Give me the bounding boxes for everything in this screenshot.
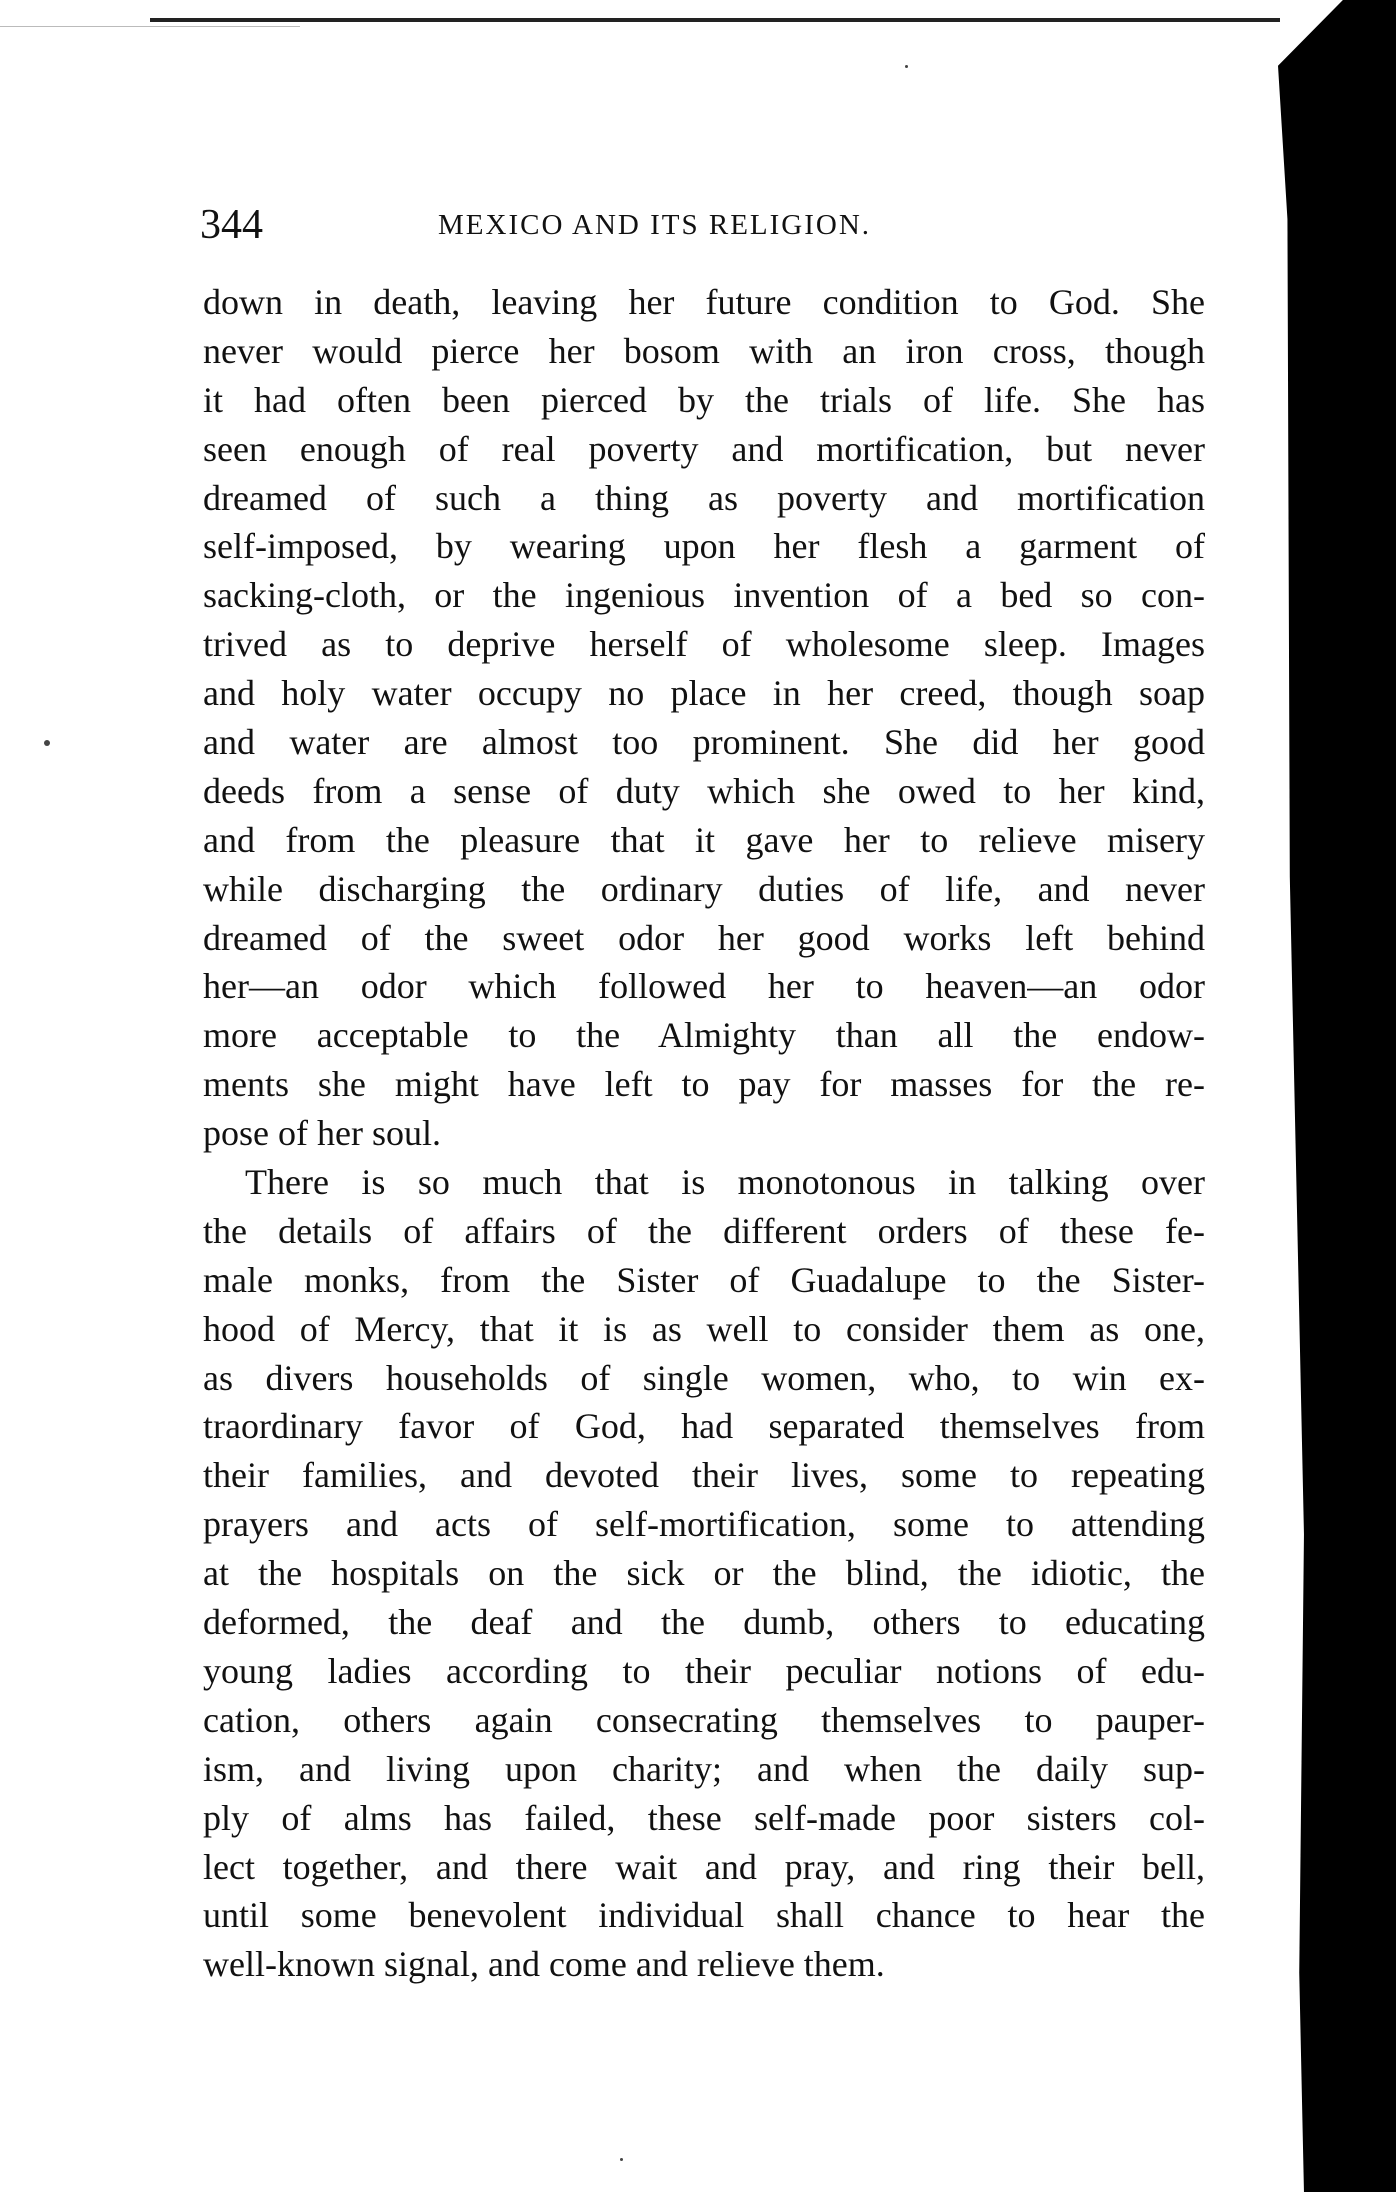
page-number: 344 — [200, 202, 263, 248]
text-line: deeds from a sense of duty which she owed to her kind, — [203, 770, 1205, 811]
text-line: sacking-cloth, or the ingenious invention of a bed so con- — [203, 575, 1205, 616]
text-line: and holy water occupy no place in her creed, though soap — [203, 673, 1205, 714]
text-line: ments she might have left to pay for masses for the re- — [203, 1064, 1205, 1105]
text-line: There is so much that is monotonous in talking over — [245, 1162, 1205, 1203]
text-line: trived as to deprive herself of wholesome sleep. Images — [203, 624, 1205, 665]
text-line: hood of Mercy, that it is as well to consider them as one, — [203, 1308, 1205, 1349]
scan-speck — [620, 2158, 623, 2161]
text-line: while discharging the ordinary duties of life, and never — [203, 868, 1205, 909]
text-line: dreamed of such a thing as poverty and mortification — [203, 477, 1205, 518]
text-line: more acceptable to the Almighty than all the endow- — [203, 1015, 1205, 1056]
text-line: traordinary favor of God, had separated themselves from — [203, 1406, 1205, 1447]
text-line: it had often been pierced by the trials of life. She has — [203, 379, 1205, 420]
text-line: seen enough of real poverty and mortification, but never — [203, 428, 1205, 469]
text-line: as divers households of single women, who, to win ex- — [203, 1357, 1205, 1398]
text-line: young ladies according to their peculiar notions of edu- — [203, 1650, 1205, 1691]
text-line: never would pierce her bosom with an iron cross, though — [203, 330, 1205, 371]
text-line: pose of her soul. — [203, 1113, 441, 1154]
text-line: male monks, from the Sister of Guadalupe to the Sister- — [203, 1259, 1205, 1300]
text-line: self-imposed, by wearing upon her flesh a garment of — [203, 526, 1205, 567]
scan-speck — [905, 65, 908, 68]
text-line: and water are almost too prominent. She did her good — [203, 722, 1205, 763]
text-line: until some benevolent individual shall chance to hear the — [203, 1895, 1205, 1936]
running-head: MEXICO AND ITS RELIGION. — [438, 209, 872, 241]
text-line: the details of affairs of the different orders of these fe- — [203, 1210, 1205, 1251]
text-line: her—an odor which followed her to heaven—an odor — [203, 966, 1205, 1007]
text-line: at the hospitals on the sick or the blind, the idiotic, the — [203, 1553, 1205, 1594]
binding-shadow — [1278, 0, 1396, 2192]
text-line: ism, and living upon charity; and when the daily sup- — [203, 1748, 1205, 1789]
text-line: their families, and devoted their lives, some to repeating — [203, 1455, 1205, 1496]
text-line: well-known signal, and come and relieve them. — [203, 1944, 885, 1985]
page-header — [200, 200, 1210, 250]
top-edge-faint-rule — [0, 26, 300, 27]
text-line: cation, others again consecrating themselves to pauper- — [203, 1699, 1205, 1740]
text-line: dreamed of the sweet odor her good works left behind — [203, 917, 1205, 958]
text-line: ply of alms has failed, these self-made poor sisters col- — [203, 1797, 1205, 1838]
text-line: lect together, and there wait and pray, and ring their bell, — [203, 1846, 1205, 1887]
text-line: and from the pleasure that it gave her to relieve misery — [203, 819, 1205, 860]
text-line: prayers and acts of self-mortification, some to attending — [203, 1504, 1205, 1545]
text-line: down in death, leaving her future condition to God. She — [203, 282, 1205, 322]
text-body — [203, 278, 1205, 1989]
top-edge-rule — [150, 18, 1280, 22]
text-line: deformed, the deaf and the dumb, others to educating — [203, 1602, 1205, 1643]
scan-speck — [44, 740, 50, 746]
